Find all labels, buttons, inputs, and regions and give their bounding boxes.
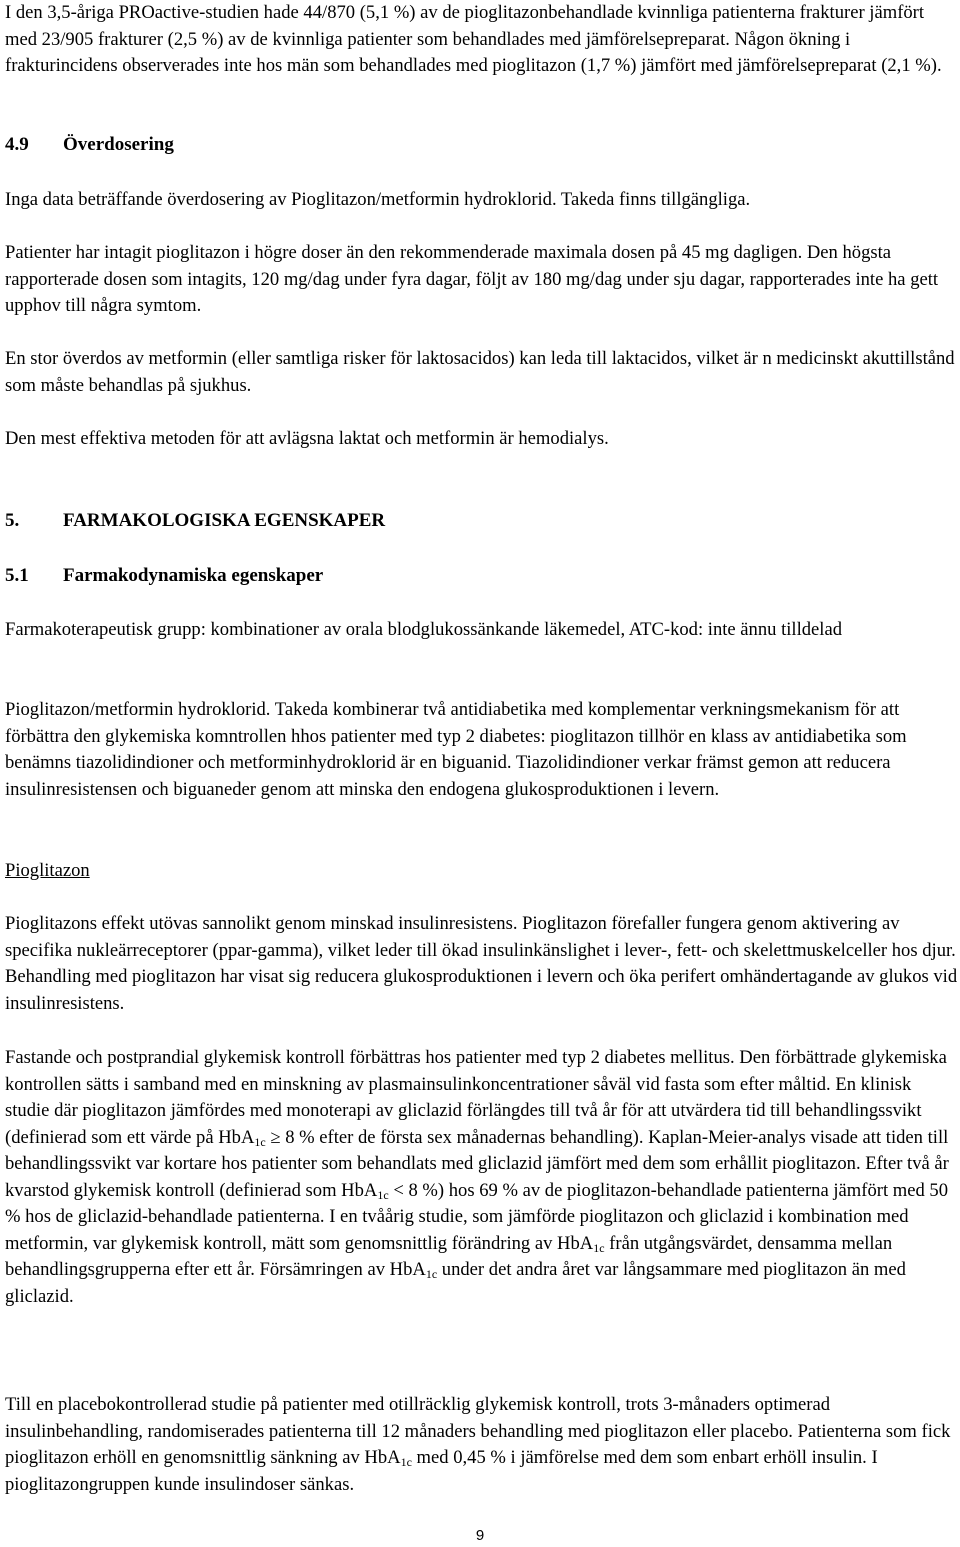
paragraph-pioglitazone-effect: Pioglitazons effekt utövas sannolikt genom minskad insulinresistens. Pioglitazon förefaller fungera genom aktivering av specifika nukleärreceptorer (ppar-gamma), vilket leder till ökad insulinkänslighet i lever-, fett- och skelettmuskelceller hos djur. Behandling med pioglitazon har visat sig reducera glukosproduktionen i levern och öka perifert omhändertagande av glukos vid insulinresistens. — [5, 913, 958, 1014]
section-number: 5.1 — [5, 565, 29, 586]
section-number: 5. — [5, 510, 20, 531]
paragraph-overdose-no-data: Inga data beträffande överdosering av Pioglitazon/metformin hydroklorid. Takeda finns tillgängliga. — [5, 189, 751, 210]
hba1c-subscript: 1c — [377, 1187, 389, 1202]
paragraph-pharmacotherapeutic-group: Farmakoterapeutisk grupp: kombinationer av orala blodglukossänkande läkemedel, ATC-kod: inte ännu tilldelad — [5, 619, 843, 640]
section-title: Farmakodynamiska egenskaper — [63, 565, 324, 586]
page-number: 9 — [475, 1527, 485, 1544]
paragraph-combination-mechanism: Pioglitazon/metformin hydroklorid. Takeda kombinerar två antidiabetika med komplementar verkningsmekanism för att förbättra den glykemiska komntrollen hhos patienter med typ 2 diabetes: pioglitazon tillhör en klass av antidiabetika som benämns tiazolidindioner och metforminhydroklorid är en biguanid. Tiazolidindioner verkar främst gemon att reducera insulinresistensen och biguaneder genom att minska den endogena glukosproduktionen i levern. — [5, 699, 907, 800]
section-title: Överdosering — [63, 134, 174, 155]
paragraph-overdose-pioglitazone: Patienter har intagit pioglitazon i högre doser än den rekommenderade maximala dosen på 45 mg dagligen. Den högsta rapporterade dosen som intagits, 120 mg/dag under fyra dagar, följt av 180 mg/dag under sju dagar, rapporterades inte ha gett upphov till några symtom. — [5, 242, 939, 316]
paragraph-glycemic-control: Fastande och postprandial glykemisk kontroll förbättras hos patienter med typ 2 diabetes mellitus. Den förbättrade glykemiska kontrollen sätts i samband med en minskning av plasmainsulinkoncentrationer såväl vid fasta som efter måltid. En klinisk studie där pioglitazon jämfördes med monoterapi av gliclazid förlängdes till två år för att utvärdera tid till behandlingssvikt (definierad som ett värde på HbA$_{1c}$ ≥ 8 % efter de första sex månadernas behandling). Kaplan-Meier-analys visade att tiden till behandlingssvikt var kortare hos patienter som behandlats med gliclazid jämfört med dem som erhållit pioglitazon. Efter två år kvarstod glykemisk kontroll (definierad som HbA$_{1c}$ < 8 %) hos 69 % av de pioglitazon-behandlade patienterna jämfört med 50 % hos de gliclazid-behandlade patienterna. I en tvåårig studie, som jämförde pioglitazon och gliclazid i kombination med metformin, var glykemisk kontroll, mätt som genomsnittlig förändring av HbA$_{1c}$ från utgångsvärdet, densamma mellan behandlingsgrupperna efter ett år. Försämringen av HbA$_{1c}$ under det andra året var långsammare med pioglitazon än med gliclazid. — [5, 1047, 949, 1307]
hba1c-subscript: 1c — [593, 1240, 605, 1255]
hba1c-subscript: 1c — [400, 1455, 412, 1469]
hba1c-subscript: 1c — [254, 1134, 266, 1149]
paragraph-placebo-study: Till en placebokontrollerad studie på patienter med otillräcklig glykemisk kontroll, trots 3-månaders optimerad insulinbehandling, randomiserades patienterna till 12 månaders behandling med pioglitazon eller placebo. Patienterna som fick pioglitazon erhöll en genomsnittlig sänkning av HbA$_{1c}$ med 0,45 % i jämförelse med dem som enbart erhöll insulin. I pioglitazongruppen kunde insulindoser sänkas. — [5, 1394, 951, 1495]
paragraph-hemodialysis: Den mest effektiva metoden för att avlägsna laktat och metformin är hemodialys. — [5, 428, 609, 449]
paragraph-fracture-incidence: I den 3,5-åriga PROactive-studien hade 44/870 (5,1 %) av de pioglitazonbehandlade kvinnliga patienterna frakturer jämfört med 23/905 frakturer (2,5 %) av de kvinnliga patienter som behandlades med jämförelsepreparat. Någon ökning i frakturincidens observerades inte hos män som behandlades med pioglitazon (1,7 %) jämfört med jämförelsepreparat (2,1 %). — [5, 2, 942, 76]
section-heading-4-9 — [5, 132, 174, 158]
section-heading-5 — [5, 508, 385, 534]
section-heading-5-1 — [5, 563, 323, 589]
section-title: FARMAKOLOGISKA EGENSKAPER — [63, 510, 386, 531]
section-number: 4.9 — [5, 134, 29, 155]
subheading-pioglitazon: Pioglitazon — [5, 860, 90, 881]
paragraph-overdose-metformin: En stor överdos av metformin (eller samtliga risker för laktosacidos) kan leda till laktacidos, vilket är n medicinskt akuttillstånd som måste behandlas på sjukhus. — [5, 348, 955, 396]
hba1c-subscript: 1c — [425, 1267, 438, 1281]
